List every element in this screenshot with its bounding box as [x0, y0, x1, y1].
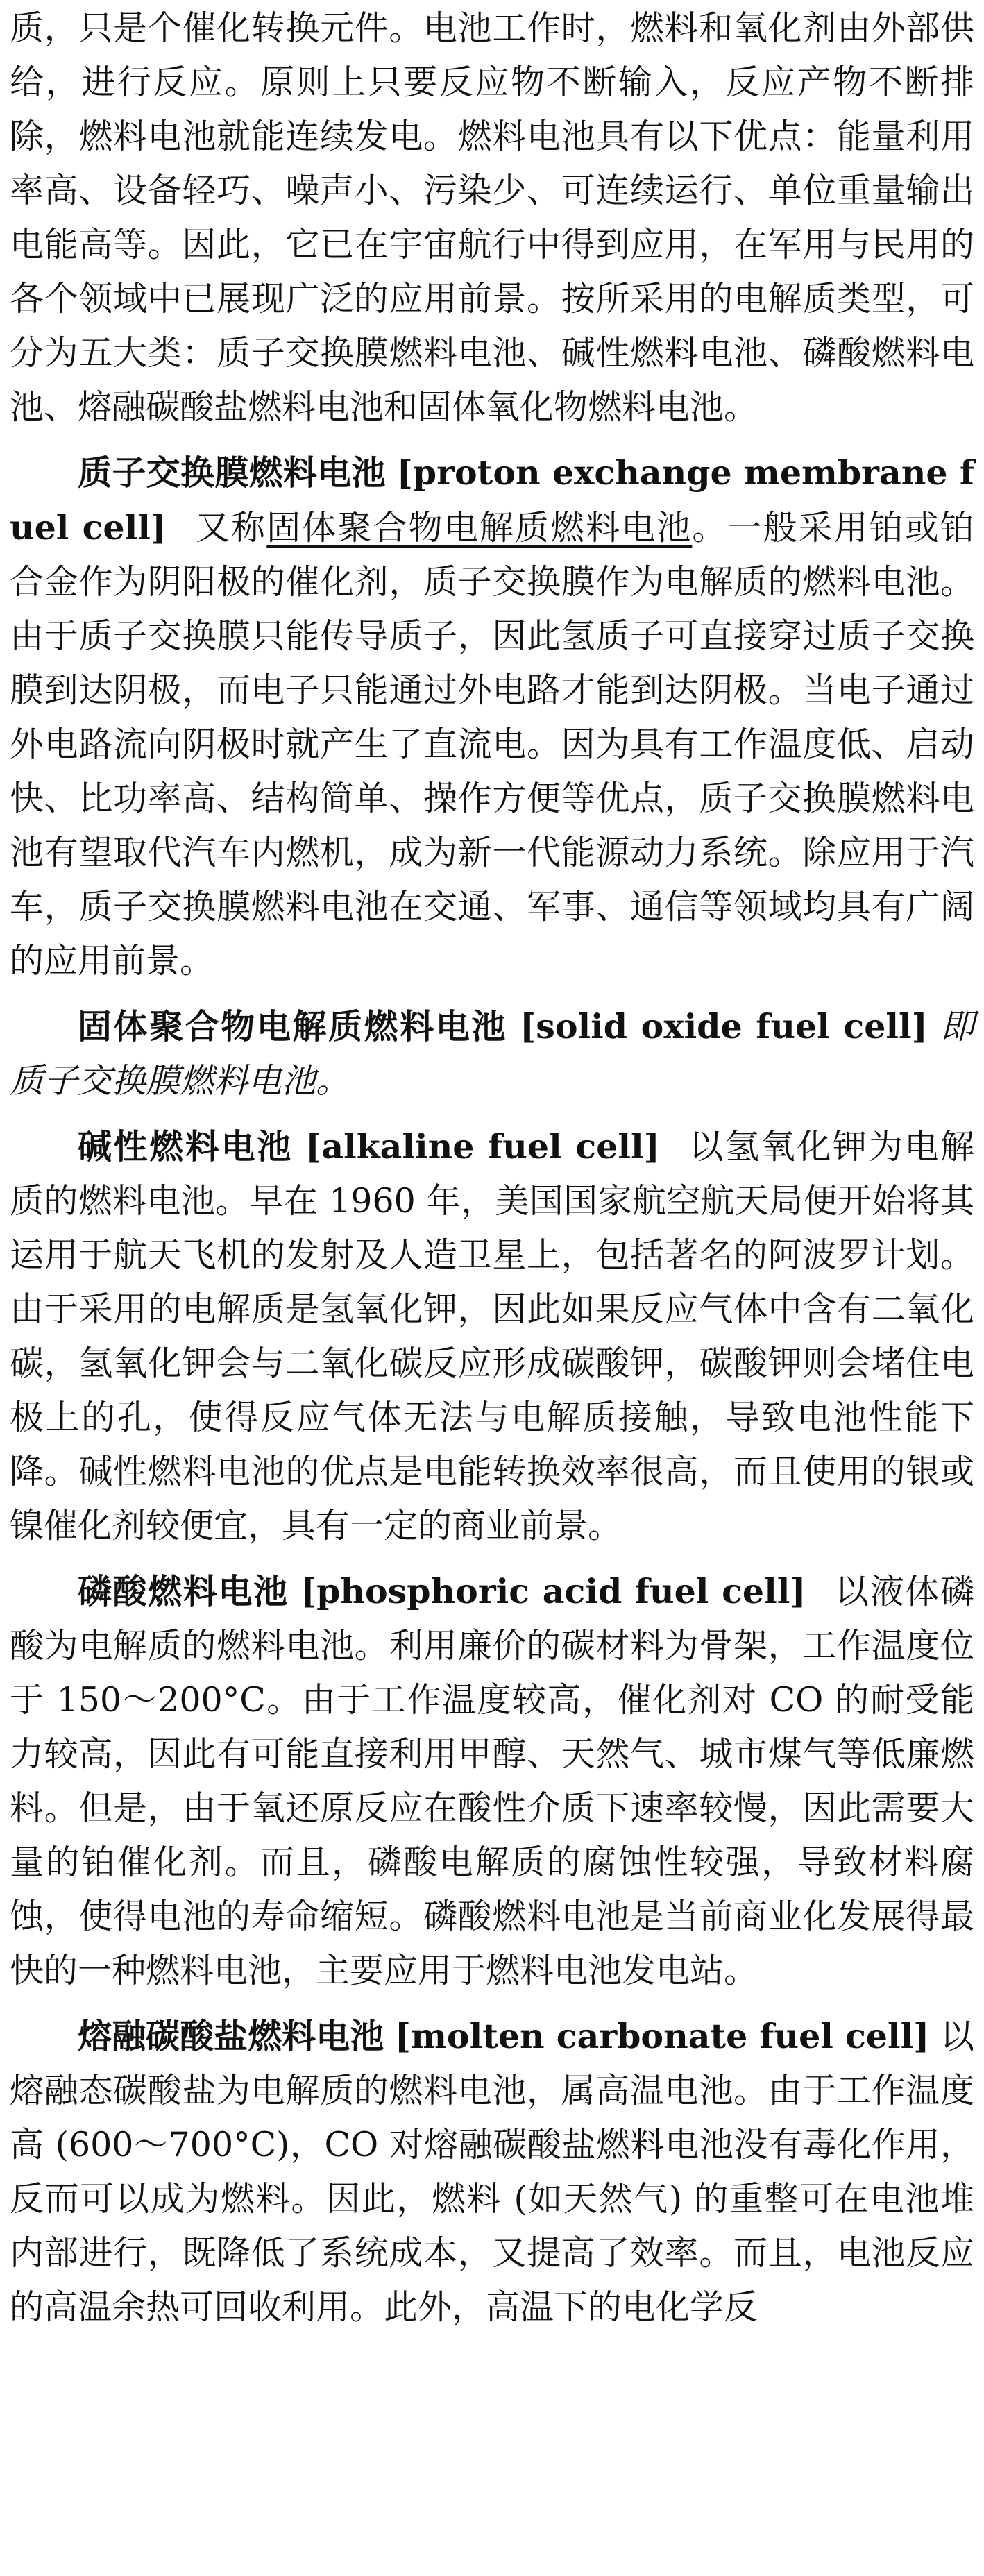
entry-molten-carbonate: [10, 2009, 974, 2334]
entry-solid-polymer: [10, 999, 974, 1108]
entry-english-term: [alkaline fuel cell]: [305, 1126, 660, 1167]
entry-body: 以液体磷酸为电解质的燃料电池。利用廉价的碳材料为骨架，工作温度位于 150～200°C。由于工作温度较高，催化剂对 CO 的耐受能力较高，因此有可能直接利用甲醇、天然气、城市煤气等低廉燃料。但是，由于氧还原反应在酸性介质下速率较慢，因此需要大量的铂催化剂。而且，磷酸电解质的腐蚀性较强，导致材料腐蚀，使得电池的寿命缩短。磷酸燃料电池是当前商业化发展得最快的一种燃料电池，主要应用于燃料电池发电站。: [10, 1572, 974, 1990]
entry-english-term: [solid oxide fuel cell]: [520, 1006, 928, 1046]
entry-phosphoric: [10, 1564, 974, 1998]
entry-english-term: [molten carbonate fuel cell]: [394, 2016, 930, 2056]
entry-alkaline: [10, 1119, 974, 1553]
cross-reference-link[interactable]: 固体聚合物电解质燃料电池: [266, 508, 693, 548]
entry-body-prefix: 又称: [194, 508, 267, 548]
entry-term: 熔融碳酸盐燃料电池: [78, 2017, 384, 2056]
entry-term: 质子交换膜燃料电池: [78, 453, 386, 493]
entry-term: 磷酸燃料电池: [78, 1572, 289, 1611]
entry-term: 固体聚合物电解质燃料电池: [78, 1007, 507, 1046]
entry-body: 以氢氧化钾为电解质的燃料电池。早在 1960 年，美国国家航空航天局便开始将其运用于航天飞机的发射及人造卫星上，包括著名的阿波罗计划。由于采用的电解质是氢氧化钾，因此如果反应气体中含有二氧化碳，氢氧化钾会与二氧化碳反应形成碳酸钾，碳酸钾则会堵住电极上的孔，使得反应气体无法与电解质接触，导致电池性能下降。碱性燃料电池的优点是电能转换效率很高，而且使用的银或镍催化剂较便宜，具有一定的商业前景。: [10, 1127, 974, 1545]
entry-body: 。一般采用铂或铂合金作为阴阳极的催化剂，质子交换膜作为电解质的燃料电池。由于质子交换膜只能传导质子，因此氢质子可直接穿过质子交换膜到达阴极，而电子只能通过外电路才能到达阴极。当电子通过外电路流向阴极时就产生了直流电。因为具有工作温度低、启动快、比功率高、结构简单、操作方便等优点，质子交换膜燃料电池有望取代汽车内燃机，成为新一代能源动力系统。除应用于汽车，质子交换膜燃料电池在交通、军事、通信等领域均具有广阔的应用前景。: [10, 508, 974, 981]
entry-term: 碱性燃料电池: [78, 1127, 293, 1167]
entry-english-term: [phosphoric acid fuel cell]: [300, 1571, 806, 1611]
entry-pemfc: [10, 446, 974, 988]
entry-english-term: [proton exchange membrane fuel cell]: [10, 452, 974, 548]
intro-paragraph: [10, 1, 974, 434]
intro-text: 质，只是个催化转换元件。电池工作时，燃料和氧化剂由外部供给，进行反应。原则上只要反应物不断输入，反应产物不断排除，燃料电池就能连续发电。燃料电池具有以下优点：能量利用率高、设备轻巧、噪声小、污染少、可连续运行、单位重量输出电能高等。因此，它已在宇宙航行中得到应用，在军用与民用的各个领域中已展现广泛的应用前景。按所采用的电解质类型，可分为五大类：质子交换膜燃料电池、碱性燃料电池、磷酸燃料电池、熔融碳酸盐燃料电池和固体氧化物燃料电池。: [10, 8, 974, 427]
entry-body: 以熔融态碳酸盐为电解质的燃料电池，属高温电池。由于工作温度高 (600～700°C)，CO 对熔融碳酸盐燃料电池没有毒化作用，反而可以成为燃料。因此，燃料 (如天然气) 的重整可在电池堆内部进行，既降低了系统成本，又提高了效率。而且，电池反应的高温余热可回收利用。此外，高温下的电化学反: [10, 2017, 974, 2327]
entry-body: 即质子交换膜燃料电池。: [10, 1007, 974, 1101]
